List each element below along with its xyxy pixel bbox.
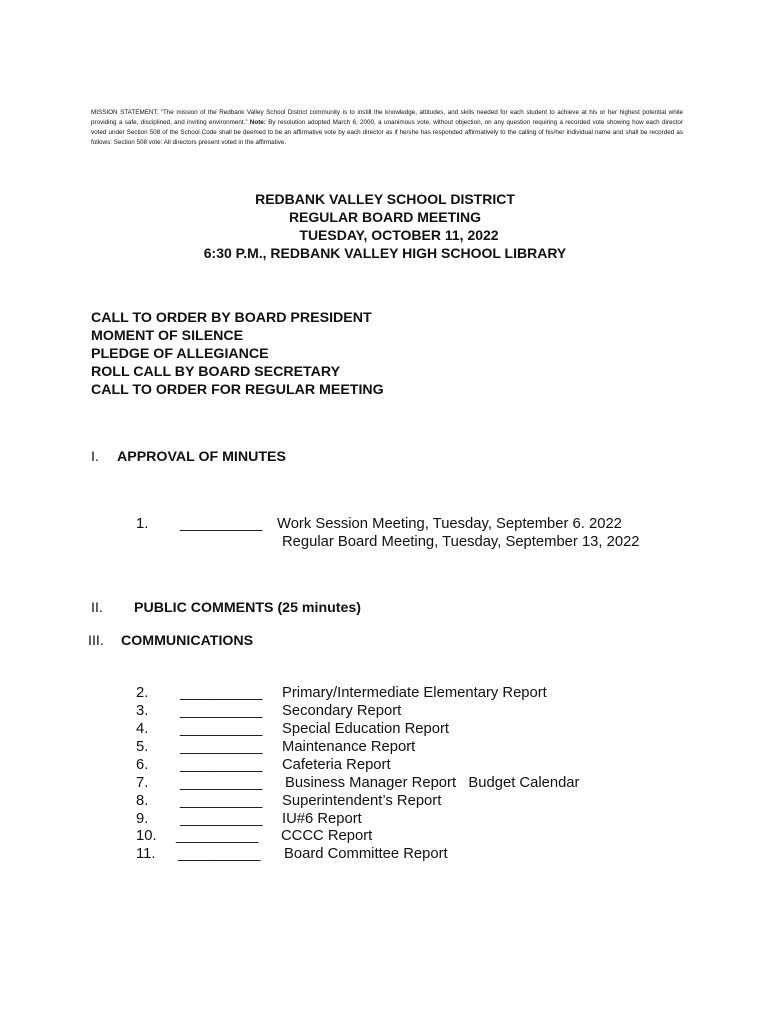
note-label: Note: [249, 119, 266, 126]
item-number: 2. [136, 685, 149, 701]
item-blank: __________ [176, 828, 259, 844]
item-blank: __________ [178, 846, 261, 862]
item-text: Primary/Intermediate Elementary Report [282, 685, 547, 701]
meeting-type: REGULAR BOARD MEETING [288, 209, 482, 225]
item-number: 6. [136, 757, 149, 773]
opening-item: PLEDGE OF ALLEGIANCE [91, 346, 269, 362]
item-blank: __________ [180, 739, 263, 755]
item-number: 3. [136, 703, 149, 719]
section-number: III. [88, 633, 104, 649]
item-text: Superintendent’s Report [282, 793, 442, 809]
note-text: By resolution adopted March 6, 2000, a unanimous vote, without objection, on any question requiring a recorded vote showing how each director voted under Section 508 of the School Code shall be deemed to be an affirmative vote by each director as if he/she has responded affirmatively to the calling of his/her individual name and shall be recorded as follows: Section 508 vote: All directors present voted in the affirmative. [91, 119, 684, 146]
item-blank: __________ [180, 685, 263, 701]
item-number: 8. [136, 793, 149, 809]
item-text: IU#6 Report [282, 811, 362, 827]
mission-text: MISSION STATEMENT: “The mission of the Redbank Valley School District community is to instill the knowledge, attitudes, and skills needed for each student to achieve at his or her highest potential while providing a safe, disciplined, and inviting environment.” [91, 109, 683, 126]
item-text: CCCC Report [281, 828, 373, 844]
opening-item: MOMENT OF SILENCE [91, 328, 244, 344]
meeting-date: TUESDAY, OCTOBER 11, 2022 [299, 227, 499, 243]
item-blank: __________ [180, 775, 263, 791]
item-text: Work Session Meeting, Tuesday, September 6. 2022 [277, 516, 622, 532]
item-blank: __________ [180, 516, 263, 532]
item-blank: __________ [180, 703, 263, 719]
item-text: Secondary Report [282, 703, 402, 719]
section-number: I. [91, 449, 99, 465]
section-title: APPROVAL OF MINUTES [117, 449, 286, 465]
meeting-time-place: 6:30 P.M., REDBANK VALLEY HIGH SCHOOL LIBRARY [203, 245, 567, 261]
section-number: II. [91, 600, 103, 616]
opening-item: CALL TO ORDER BY BOARD PRESIDENT [91, 310, 372, 326]
item-number: 11. [136, 846, 156, 862]
item-blank: __________ [180, 793, 263, 809]
item-text: Regular Board Meeting, Tuesday, September 13, 2022 [282, 534, 640, 550]
opening-item: ROLL CALL BY BOARD SECRETARY [91, 364, 341, 380]
item-number: 7. [136, 775, 149, 791]
item-blank: __________ [180, 757, 263, 773]
item-text: Board Committee Report [284, 846, 448, 862]
mission-statement [91, 108, 683, 148]
item-number: 1. [136, 516, 149, 532]
item-number: 4. [136, 721, 149, 737]
item-number: 9. [136, 811, 149, 827]
item-number: 5. [136, 739, 149, 755]
opening-item: CALL TO ORDER FOR REGULAR MEETING [91, 382, 384, 398]
item-blank: __________ [180, 721, 263, 737]
section-title: PUBLIC COMMENTS (25 minutes) [134, 600, 362, 616]
opening-procedures [91, 309, 384, 399]
item-text: Business Manager Report Budget Calendar [285, 775, 580, 791]
section-title: COMMUNICATIONS [121, 633, 254, 649]
item-text: Special Education Report [282, 721, 449, 737]
item-text: Cafeteria Report [282, 757, 391, 773]
item-text: Maintenance Report [282, 739, 416, 755]
item-number: 10. [136, 828, 157, 844]
document-heading [0, 190, 770, 262]
item-blank: __________ [180, 811, 263, 827]
district-name: REDBANK VALLEY SCHOOL DISTRICT [255, 191, 515, 207]
